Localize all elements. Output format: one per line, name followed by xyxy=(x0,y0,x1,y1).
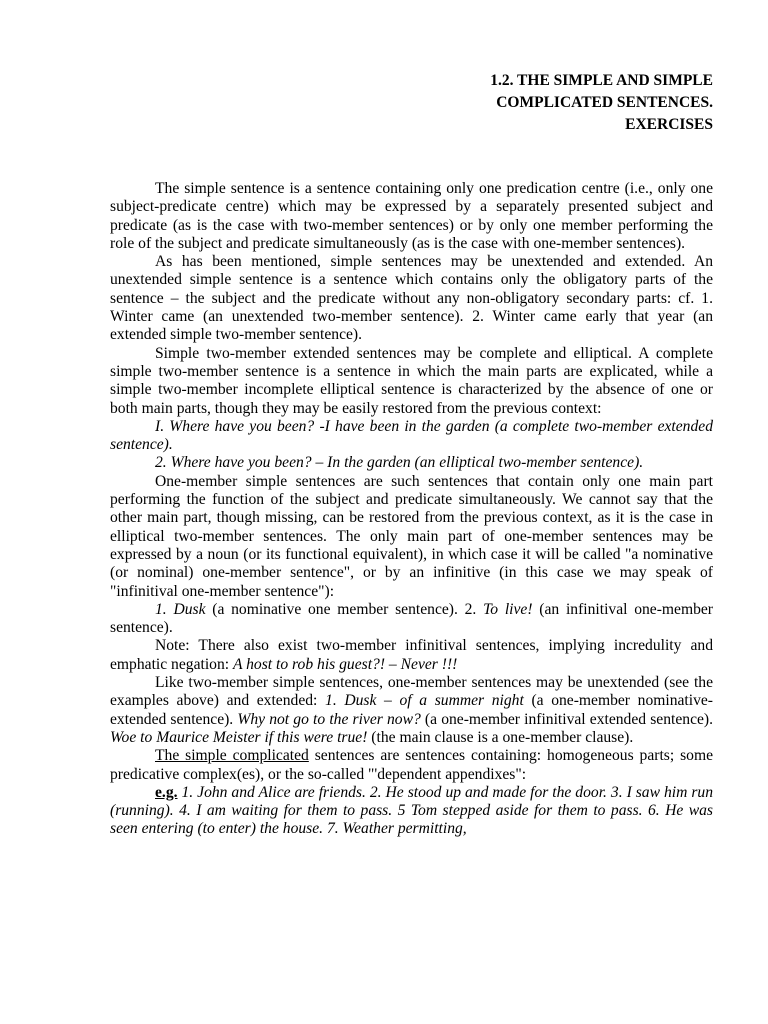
paragraph-unextended-extended: As has been mentioned, simple sentences may be unextended and extended. An unextended simple sentence is a sentence which contains only the obligatory parts of the sentence – the subject and the predicate without any non-obligatory secondary parts: cf. 1. Winter came (an unextended two-member sentence). 2. Winter came early that year (an extended simple two-member sentence). xyxy=(110,253,713,344)
example-to-live: To live! xyxy=(483,600,533,618)
section-title xyxy=(490,70,713,136)
text-run: (a one-member nominative-extended sentence). xyxy=(110,692,713,728)
title-line-1: 1.2. THE SIMPLE AND SIMPLE xyxy=(490,72,713,89)
text-run: (a one-member infinitival extended sentence). xyxy=(420,710,713,728)
paragraph-one-member: One-member simple sentences are such sentences that contain only one main part performing the function of the subject and predicate simultaneously. We cannot say that the other main part, though missing, can be restored from the previous context, as it is the case in elliptical two-member sentences. The only main part of one-member sentences may be expressed by a noun (or its functional equivalent), in which case it will be called "a nominative (or nominal) one-member sentence", or by an infinitive (in this case we may speak of "infinitival one-member sentence"): xyxy=(110,472,713,600)
text-run: Like two-member simple sentences, one-member sentences may be unextended (see the examples above) and extended: xyxy=(110,674,713,710)
paragraph-simple-complicated xyxy=(110,747,713,784)
body-text xyxy=(110,180,713,839)
example-italic: 1. Dusk – of a summer night xyxy=(325,692,524,710)
example-text: (a nominative one member sentence). 2. xyxy=(205,600,484,618)
paragraph-examples xyxy=(110,784,713,839)
paragraph-extended-one-member xyxy=(110,674,713,747)
note-example: A host to rob his guest?! – Never !!! xyxy=(232,655,458,673)
example-dusk: 1. Dusk xyxy=(155,600,206,618)
term-underlined: The simple complicated xyxy=(155,747,309,765)
example-1: I. Where have you been? -I have been in the garden (a complete two-member extended sentence). xyxy=(110,417,713,454)
title-line-2: COMPLICATED SENTENCES. xyxy=(496,94,713,111)
title-line-3: EXERCISES xyxy=(625,116,713,133)
example-italic: 1. John and Alice are friends. 2. He stood up and made for the door. 3. I saw him run (running). 4. I am waiting for them to pass. 5 Tom stepped aside for them to pass. 6. He was seen entering (to enter) the house. 7. Weather permitting, xyxy=(110,783,713,838)
example-2: 2. Where have you been? – In the garden (an elliptical two-member sentence). xyxy=(155,454,644,472)
example-text: (an infinitival one-member sentence). xyxy=(110,600,713,637)
paragraph-simple-sentence: The simple sentence is a sentence containing only one predication centre (i.e., only one subject-predicate centre) which may be expressed by a separately presented subject and predicate (as is the case with two-member sentences) or by only one member performing the role of the subject and predicate simultaneously (as is the case with one-member sentences). xyxy=(110,180,713,252)
eg-label: e.g. xyxy=(155,783,178,801)
paragraph-one-member-examples xyxy=(110,601,713,638)
text-run: (the main clause is a one-member clause). xyxy=(367,728,634,746)
example-italic: Woe to Maurice Meister if this were true! xyxy=(110,728,368,746)
paragraph-complete-elliptical: Simple two-member extended sentences may be complete and elliptical. A complete simple two-member sentence is a sentence in which the main parts are explicated, while a simple two-member incomplete elliptical sentence is characterized by the absence of one or both main parts, though they may be easily restored from the previous context: xyxy=(110,344,713,417)
paragraph-note xyxy=(110,637,713,674)
example-italic: Why not go to the river now? xyxy=(237,710,421,728)
text-run: sentences are sentences containing: homogeneous parts; some predicative complex(es), or the so-called "'dependent appendixes": xyxy=(110,747,713,783)
note-text: Note: There also exist two-member infinitival sentences, implying incredulity and emphatic negation: xyxy=(110,637,713,673)
